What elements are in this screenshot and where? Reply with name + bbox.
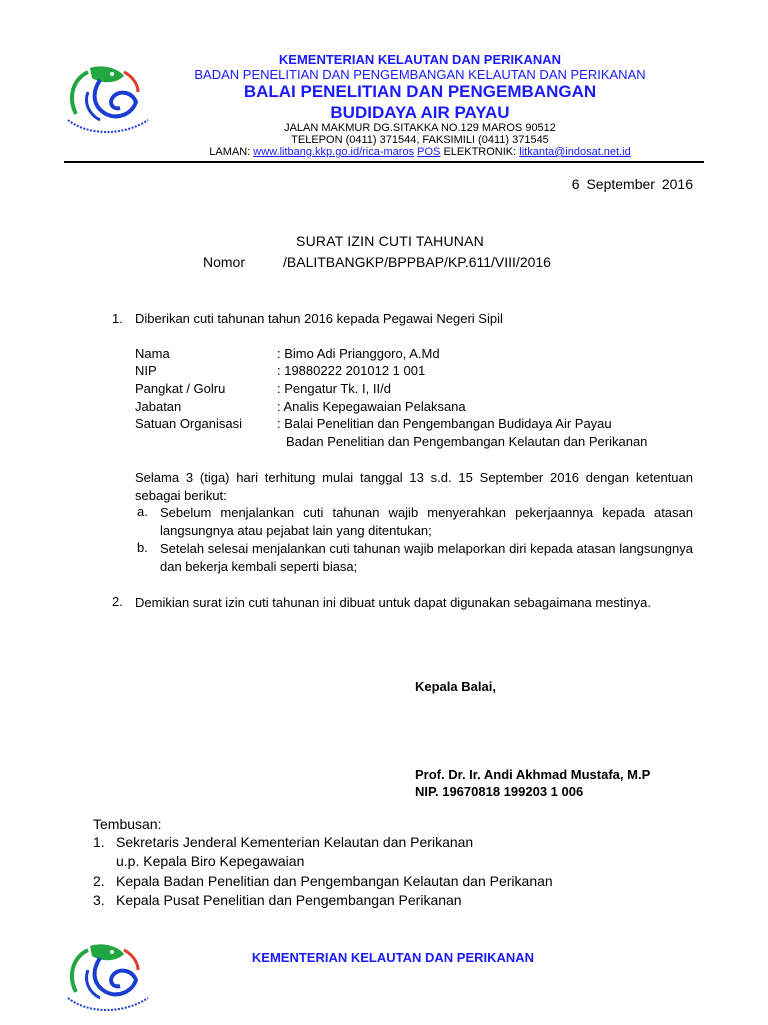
header-divider — [64, 161, 704, 163]
web-link[interactable]: www.litbang.kkp.go.id/rica-maros — [253, 146, 415, 158]
item2-text: Demikian surat izin cuti tahunan ini dibuat untuk dapat digunakan sebagaimana mestinya. — [135, 595, 651, 610]
web-label: LAMAN: — [209, 146, 251, 158]
copies-item2-text: Kepala Badan Penelitian dan Pengembangan Kelautan dan Perikanan — [116, 873, 553, 889]
header-address: JALAN MAKMUR DG.SITAKKA NO.129 MAROS 90512 — [284, 122, 556, 134]
letter-date: 6 September 2016 — [571, 176, 693, 192]
item1-text: Diberikan cuti tahunan tahun 2016 kepada Pegawai Negeri Sipil — [135, 311, 503, 326]
header-institute-line1: BALAI PENELITIAN DAN PENGEMBANGAN — [243, 82, 597, 101]
field-value-satuan: : Balai Penelitian dan Pengembangan Budidaya Air Payau — [277, 416, 612, 431]
condition-b-marker: b. — [137, 540, 148, 555]
email-label: ELEKTRONIK: — [443, 146, 517, 158]
signature-name: Prof. Dr. Ir. Andi Akhmad Mustafa, M.P — [415, 767, 651, 782]
header-agency: BADAN PENELITIAN DAN PENGEMBANGAN KELAUTAN DAN PERIKANAN — [194, 67, 646, 82]
signature-nip: NIP. 19670818 199203 1 006 — [415, 784, 584, 799]
copies-item1-text: Sekretaris Jenderal Kementerian Kelautan dan Perikanan — [116, 834, 474, 850]
field-label-satuan: Satuan Organisasi — [135, 416, 242, 431]
condition-a-text: Sebelum menjalankan cuti tahunan wajib menyerahkan pekerjaannya kepada atasan langsungnya atau pejabat lain yang ditentukan; — [160, 505, 693, 538]
header-web-line — [0, 146, 768, 158]
field-label-pangkat: Pangkat / Golru — [135, 381, 226, 396]
copies-heading: Tembusan: — [93, 816, 162, 832]
field-value-nip: : 19880222 201012 1 001 — [277, 363, 426, 378]
field-value-pangkat: : Pengatur Tk. I, II/d — [277, 381, 391, 396]
duration-paragraph: Selama 3 (tiga) hari terhitung mulai tanggal 13 s.d. 15 September 2016 dengan ketentuan sebagai berikut: — [135, 470, 693, 503]
copies-item3-number: 3. — [93, 892, 105, 908]
number-value: /BALITBANGKP/BPPBAP/KP.611/VIII/2016 — [283, 254, 551, 270]
item2-number: 2. — [112, 594, 123, 609]
header-ministry: KEMENTERIAN KELAUTAN DAN PERIKANAN — [278, 52, 562, 67]
letter-title: SURAT IZIN CUTI TAHUNAN — [296, 233, 484, 249]
field-value-satuan-line2: Badan Penelitian dan Pengembangan Kelautan dan Perikanan — [286, 434, 648, 449]
signature-position: Kepala Balai, — [415, 679, 496, 694]
email-link[interactable]: litkanta@indosat.net.id — [519, 146, 631, 158]
condition-b-text: Setelah selesai menjalankan cuti tahunan wajib melaporkan diri kepada atasan langsungnya dan bekerja kembali seperti biasa; — [160, 541, 693, 574]
footer-ministry: KEMENTERIAN KELAUTAN DAN PERIKANAN — [251, 950, 535, 965]
item1-number: 1. — [112, 311, 123, 326]
field-label-nama: Nama — [135, 346, 170, 361]
copies-item1-sub: u.p. Kepala Biro Kepegawaian — [116, 853, 305, 869]
header-institute-line2: BUDIDAYA AIR PAYAU — [330, 103, 510, 122]
condition-a-marker: a. — [137, 504, 148, 519]
email-label-link[interactable]: POS — [417, 146, 441, 158]
number-label: Nomor — [203, 254, 246, 270]
field-value-jabatan: : Analis Kepegawaian Pelaksana — [277, 399, 466, 414]
copies-item1-number: 1. — [93, 834, 105, 850]
header-phone: TELEPON (0411) 371544, FAKSIMILI (0411) 371545 — [291, 134, 549, 146]
field-label-jabatan: Jabatan — [135, 399, 182, 414]
letter-number — [203, 254, 551, 270]
field-label-nip: NIP — [135, 363, 157, 378]
copies-item2-number: 2. — [93, 873, 105, 889]
copies-item3-text: Kepala Pusat Penelitian dan Pengembangan Perikanan — [116, 892, 462, 908]
field-value-nama: : Bimo Adi Prianggoro, A.Md — [277, 346, 440, 361]
